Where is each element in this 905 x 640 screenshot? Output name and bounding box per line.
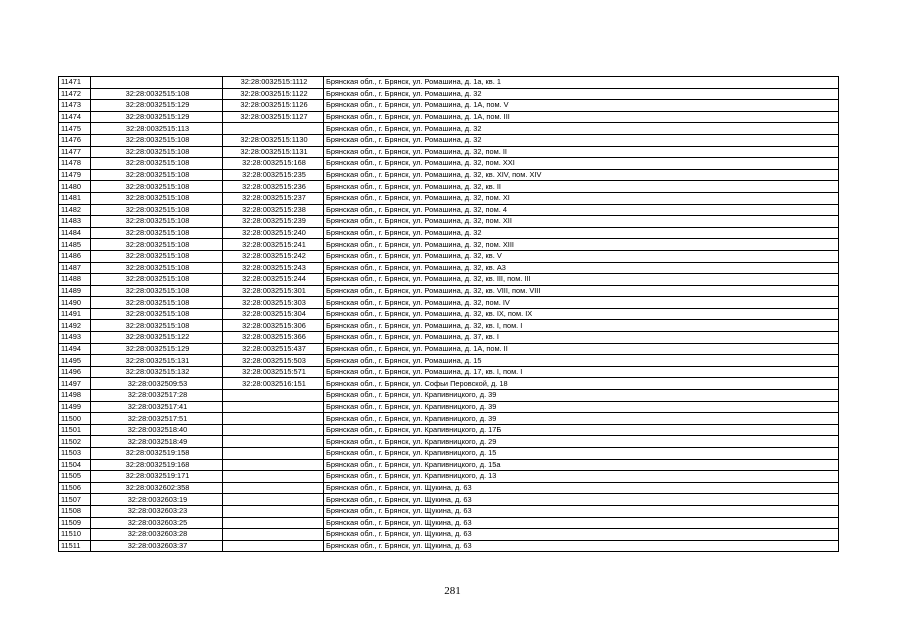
table-row	[59, 181, 839, 193]
page-number: 281	[444, 585, 461, 597]
table-row	[59, 505, 839, 517]
row-number-cell: 11508	[59, 505, 91, 517]
address-cell: Брянская обл., г. Брянск, ул. Софьи Перовской, д. 18	[324, 378, 839, 390]
cadastral-number-cell: 32:28:0032515:1127	[223, 111, 324, 123]
row-number-cell: 11478	[59, 158, 91, 170]
parent-cadastral-number-cell: 32:28:0032515:108	[91, 250, 223, 262]
cadastral-number-cell	[223, 459, 324, 471]
table-row	[59, 192, 839, 204]
table-row	[59, 146, 839, 158]
table-row	[59, 274, 839, 286]
parent-cadastral-number-cell: 32:28:0032517:28	[91, 390, 223, 402]
address-cell: Брянская обл., г. Брянск, ул. Крапивницкого, д. 15а	[324, 459, 839, 471]
cadastral-number-cell	[223, 482, 324, 494]
address-cell: Брянская обл., г. Брянск, ул. Крапивницкого, д. 39	[324, 390, 839, 402]
table-row	[59, 436, 839, 448]
address-cell: Брянская обл., г. Брянск, ул. Ромашина, д. 1а, кв. 1	[324, 77, 839, 89]
parent-cadastral-number-cell: 32:28:0032603:25	[91, 517, 223, 529]
cadastral-number-cell: 32:28:0032515:366	[223, 332, 324, 344]
parent-cadastral-number-cell: 32:28:0032515:131	[91, 355, 223, 367]
table-row	[59, 320, 839, 332]
parent-cadastral-number-cell: 32:28:0032515:108	[91, 320, 223, 332]
address-cell: Брянская обл., г. Брянск, ул. Ромашина, д. 32, кв. II	[324, 181, 839, 193]
cadastral-number-cell	[223, 436, 324, 448]
parent-cadastral-number-cell: 32:28:0032518:49	[91, 436, 223, 448]
parent-cadastral-number-cell: 32:28:0032515:108	[91, 192, 223, 204]
cadastral-number-cell: 32:28:0032515:244	[223, 274, 324, 286]
row-number-cell: 11507	[59, 494, 91, 506]
parent-cadastral-number-cell: 32:28:0032515:108	[91, 88, 223, 100]
cadastral-number-cell: 32:28:0032515:168	[223, 158, 324, 170]
parent-cadastral-number-cell: 32:28:0032603:28	[91, 529, 223, 541]
address-cell: Брянская обл., г. Брянск, ул. Ромашина, д. 32, кв. V	[324, 250, 839, 262]
row-number-cell: 11499	[59, 401, 91, 413]
row-number-cell: 11487	[59, 262, 91, 274]
row-number-cell: 11485	[59, 239, 91, 251]
row-number-cell: 11504	[59, 459, 91, 471]
table-row	[59, 297, 839, 309]
parent-cadastral-number-cell: 32:28:0032515:113	[91, 123, 223, 135]
cadastral-number-cell: 32:28:0032515:1112	[223, 77, 324, 89]
address-cell: Брянская обл., г. Брянск, ул. Ромашина, д. 17, кв. I, пом. I	[324, 366, 839, 378]
cadastral-number-cell: 32:28:0032515:240	[223, 227, 324, 239]
row-number-cell: 11480	[59, 181, 91, 193]
address-cell: Брянская обл., г. Брянск, ул. Крапивницкого, д. 15	[324, 448, 839, 460]
table-row	[59, 517, 839, 529]
cadastral-number-cell	[223, 413, 324, 425]
row-number-cell: 11481	[59, 192, 91, 204]
table-row	[59, 308, 839, 320]
row-number-cell: 11503	[59, 448, 91, 460]
address-cell: Брянская обл., г. Брянск, ул. Щукина, д. 63	[324, 517, 839, 529]
cadastral-number-cell: 32:28:0032515:571	[223, 366, 324, 378]
address-cell: Брянская обл., г. Брянск, ул. Крапивницкого, д. 29	[324, 436, 839, 448]
parent-cadastral-number-cell: 32:28:0032515:108	[91, 216, 223, 228]
row-number-cell: 11494	[59, 343, 91, 355]
parent-cadastral-number-cell: 32:28:0032515:108	[91, 181, 223, 193]
row-number-cell: 11501	[59, 424, 91, 436]
row-number-cell: 11493	[59, 332, 91, 344]
table-row	[59, 100, 839, 112]
table-row	[59, 158, 839, 170]
address-cell: Брянская обл., г. Брянск, ул. Ромашина, д. 32, пом. XII	[324, 216, 839, 228]
cadastral-number-cell: 32:28:0032515:243	[223, 262, 324, 274]
cadastral-number-cell: 32:28:0032515:239	[223, 216, 324, 228]
address-cell: Брянская обл., г. Брянск, ул. Ромашина, д. 37, кв. I	[324, 332, 839, 344]
table-row	[59, 471, 839, 483]
table-row	[59, 343, 839, 355]
address-cell: Брянская обл., г. Брянск, ул. Ромашина, д. 1А, пом. III	[324, 111, 839, 123]
address-cell: Брянская обл., г. Брянск, ул. Ромашина, д. 32	[324, 227, 839, 239]
parent-cadastral-number-cell: 32:28:0032517:41	[91, 401, 223, 413]
cadastral-number-cell: 32:28:0032515:235	[223, 169, 324, 181]
row-number-cell: 11489	[59, 285, 91, 297]
address-cell: Брянская обл., г. Брянск, ул. Щукина, д. 63	[324, 540, 839, 552]
parent-cadastral-number-cell: 32:28:0032603:37	[91, 540, 223, 552]
table-row	[59, 355, 839, 367]
row-number-cell: 11511	[59, 540, 91, 552]
address-cell: Брянская обл., г. Брянск, ул. Крапивницкого, д. 39	[324, 413, 839, 425]
parent-cadastral-number-cell: 32:28:0032515:108	[91, 262, 223, 274]
parent-cadastral-number-cell: 32:28:0032509:53	[91, 378, 223, 390]
address-cell: Брянская обл., г. Брянск, ул. Ромашина, д. 32, пом. IV	[324, 297, 839, 309]
row-number-cell: 11479	[59, 169, 91, 181]
parent-cadastral-number-cell: 32:28:0032515:122	[91, 332, 223, 344]
table-row	[59, 169, 839, 181]
address-cell: Брянская обл., г. Брянск, ул. Ромашина, д. 32	[324, 134, 839, 146]
cadastral-number-cell	[223, 424, 324, 436]
address-cell: Брянская обл., г. Брянск, ул. Щукина, д. 63	[324, 494, 839, 506]
cadastral-number-cell: 32:28:0032515:241	[223, 239, 324, 251]
table-row	[59, 413, 839, 425]
parent-cadastral-number-cell: 32:28:0032517:51	[91, 413, 223, 425]
cadastral-number-cell	[223, 123, 324, 135]
address-cell: Брянская обл., г. Брянск, ул. Щукина, д. 63	[324, 529, 839, 541]
cadastral-number-cell	[223, 540, 324, 552]
address-cell: Брянская обл., г. Брянск, ул. Крапивницкого, д. 39	[324, 401, 839, 413]
row-number-cell: 11498	[59, 390, 91, 402]
table-row	[59, 424, 839, 436]
parent-cadastral-number-cell: 32:28:0032515:108	[91, 204, 223, 216]
row-number-cell: 11509	[59, 517, 91, 529]
table-row	[59, 250, 839, 262]
row-number-cell: 11490	[59, 297, 91, 309]
table-row	[59, 239, 839, 251]
table-row	[59, 459, 839, 471]
parent-cadastral-number-cell: 32:28:0032518:40	[91, 424, 223, 436]
row-number-cell: 11483	[59, 216, 91, 228]
table-row	[59, 482, 839, 494]
table-row	[59, 540, 839, 552]
table-row	[59, 378, 839, 390]
row-number-cell: 11471	[59, 77, 91, 89]
cadastral-number-cell	[223, 517, 324, 529]
row-number-cell: 11472	[59, 88, 91, 100]
parent-cadastral-number-cell: 32:28:0032515:108	[91, 297, 223, 309]
cadastral-number-cell: 32:28:0032515:437	[223, 343, 324, 355]
address-cell: Брянская обл., г. Брянск, ул. Ромашина, д. 32, кв. I, пом. I	[324, 320, 839, 332]
table-row	[59, 494, 839, 506]
cadastral-number-cell: 32:28:0032515:237	[223, 192, 324, 204]
cadastral-number-cell	[223, 529, 324, 541]
address-cell: Брянская обл., г. Брянск, ул. Ромашина, д. 32	[324, 123, 839, 135]
cadastral-number-cell	[223, 505, 324, 517]
parent-cadastral-number-cell: 32:28:0032515:129	[91, 100, 223, 112]
row-number-cell: 11495	[59, 355, 91, 367]
cadastral-number-cell	[223, 401, 324, 413]
row-number-cell: 11506	[59, 482, 91, 494]
cadastral-number-cell: 32:28:0032515:1126	[223, 100, 324, 112]
cadastral-number-cell: 32:28:0032515:236	[223, 181, 324, 193]
table-row	[59, 216, 839, 228]
row-number-cell: 11477	[59, 146, 91, 158]
parent-cadastral-number-cell: 32:28:0032515:108	[91, 146, 223, 158]
table-row	[59, 285, 839, 297]
table-row	[59, 448, 839, 460]
parent-cadastral-number-cell: 32:28:0032515:108	[91, 285, 223, 297]
address-cell: Брянская обл., г. Брянск, ул. Ромашина, д. 1А, пом. II	[324, 343, 839, 355]
table-row	[59, 88, 839, 100]
row-number-cell: 11476	[59, 134, 91, 146]
table-row	[59, 390, 839, 402]
cadastral-number-cell: 32:28:0032515:238	[223, 204, 324, 216]
parent-cadastral-number-cell: 32:28:0032519:158	[91, 448, 223, 460]
parent-cadastral-number-cell: 32:28:0032515:108	[91, 227, 223, 239]
table-row	[59, 227, 839, 239]
address-cell: Брянская обл., г. Брянск, ул. Ромашина, д. 15	[324, 355, 839, 367]
row-number-cell: 11475	[59, 123, 91, 135]
cadastral-number-cell	[223, 390, 324, 402]
parent-cadastral-number-cell: 32:28:0032603:19	[91, 494, 223, 506]
cadastral-number-cell: 32:28:0032515:242	[223, 250, 324, 262]
row-number-cell: 11496	[59, 366, 91, 378]
parent-cadastral-number-cell: 32:28:0032515:108	[91, 169, 223, 181]
cadastral-number-cell: 32:28:0032515:304	[223, 308, 324, 320]
parent-cadastral-number-cell: 32:28:0032515:108	[91, 239, 223, 251]
address-cell: Брянская обл., г. Брянск, ул. Щукина, д. 63	[324, 482, 839, 494]
cadastral-number-cell: 32:28:0032515:1130	[223, 134, 324, 146]
address-cell: Брянская обл., г. Брянск, ул. Ромашина, д. 32, кв. А3	[324, 262, 839, 274]
cadastral-number-cell	[223, 448, 324, 460]
parent-cadastral-number-cell: 32:28:0032515:108	[91, 308, 223, 320]
address-cell: Брянская обл., г. Брянск, ул. Ромашина, д. 32, пом. II	[324, 146, 839, 158]
address-cell: Брянская обл., г. Брянск, ул. Ромашина, д. 32, кв. XIV, пом. XIV	[324, 169, 839, 181]
row-number-cell: 11497	[59, 378, 91, 390]
row-number-cell: 11482	[59, 204, 91, 216]
table-row	[59, 332, 839, 344]
address-cell: Брянская обл., г. Брянск, ул. Ромашина, д. 32, кв. III, пом. III	[324, 274, 839, 286]
parent-cadastral-number-cell: 32:28:0032603:23	[91, 505, 223, 517]
address-cell: Брянская обл., г. Брянск, ул. Ромашина, д. 32, пом. XIII	[324, 239, 839, 251]
cadastral-table	[58, 76, 839, 552]
address-cell: Брянская обл., г. Брянск, ул. Ромашина, д. 32, кв. IX, пом. IX	[324, 308, 839, 320]
parent-cadastral-number-cell: 32:28:0032515:129	[91, 343, 223, 355]
table-row	[59, 529, 839, 541]
parent-cadastral-number-cell: 32:28:0032515:108	[91, 274, 223, 286]
row-number-cell: 11486	[59, 250, 91, 262]
table-row	[59, 366, 839, 378]
cadastral-number-cell: 32:28:0032515:301	[223, 285, 324, 297]
table-row	[59, 401, 839, 413]
table-row	[59, 77, 839, 89]
cadastral-number-cell: 32:28:0032515:306	[223, 320, 324, 332]
parent-cadastral-number-cell: 32:28:0032515:108	[91, 134, 223, 146]
table-row	[59, 204, 839, 216]
parent-cadastral-number-cell: 32:28:0032515:132	[91, 366, 223, 378]
address-cell: Брянская обл., г. Брянск, ул. Ромашина, д. 32, пом. 4	[324, 204, 839, 216]
cadastral-number-cell: 32:28:0032515:1131	[223, 146, 324, 158]
address-cell: Брянская обл., г. Брянск, ул. Ромашина, д. 32, пом. XI	[324, 192, 839, 204]
address-cell: Брянская обл., г. Брянск, ул. Ромашина, д. 32	[324, 88, 839, 100]
row-number-cell: 11488	[59, 274, 91, 286]
row-number-cell: 11491	[59, 308, 91, 320]
address-cell: Брянская обл., г. Брянск, ул. Крапивницкого, д. 13	[324, 471, 839, 483]
row-number-cell: 11510	[59, 529, 91, 541]
row-number-cell: 11474	[59, 111, 91, 123]
cadastral-number-cell	[223, 471, 324, 483]
row-number-cell: 11492	[59, 320, 91, 332]
parent-cadastral-number-cell: 32:28:0032515:129	[91, 111, 223, 123]
table-row	[59, 123, 839, 135]
table-row	[59, 111, 839, 123]
address-cell: Брянская обл., г. Брянск, ул. Ромашина, д. 32, пом. XXI	[324, 158, 839, 170]
parent-cadastral-number-cell: 32:28:0032515:108	[91, 158, 223, 170]
parent-cadastral-number-cell: 32:28:0032602:358	[91, 482, 223, 494]
row-number-cell: 11500	[59, 413, 91, 425]
parent-cadastral-number-cell	[91, 77, 223, 89]
parent-cadastral-number-cell: 32:28:0032519:168	[91, 459, 223, 471]
row-number-cell: 11473	[59, 100, 91, 112]
table-row	[59, 134, 839, 146]
parent-cadastral-number-cell: 32:28:0032519:171	[91, 471, 223, 483]
address-cell: Брянская обл., г. Брянск, ул. Ромашина, д. 32, кв. VIII, пом. VIII	[324, 285, 839, 297]
cadastral-number-cell: 32:28:0032515:303	[223, 297, 324, 309]
row-number-cell: 11502	[59, 436, 91, 448]
row-number-cell: 11505	[59, 471, 91, 483]
address-cell: Брянская обл., г. Брянск, ул. Щукина, д. 63	[324, 505, 839, 517]
cadastral-number-cell: 32:28:0032515:503	[223, 355, 324, 367]
table-row	[59, 262, 839, 274]
address-cell: Брянская обл., г. Брянск, ул. Ромашина, д. 1А, пом. V	[324, 100, 839, 112]
cadastral-number-cell: 32:28:0032515:1122	[223, 88, 324, 100]
row-number-cell: 11484	[59, 227, 91, 239]
cadastral-number-cell: 32:28:0032516:151	[223, 378, 324, 390]
cadastral-number-cell	[223, 494, 324, 506]
table-body	[59, 77, 839, 552]
address-cell: Брянская обл., г. Брянск, ул. Крапивницкого, д. 17Б	[324, 424, 839, 436]
